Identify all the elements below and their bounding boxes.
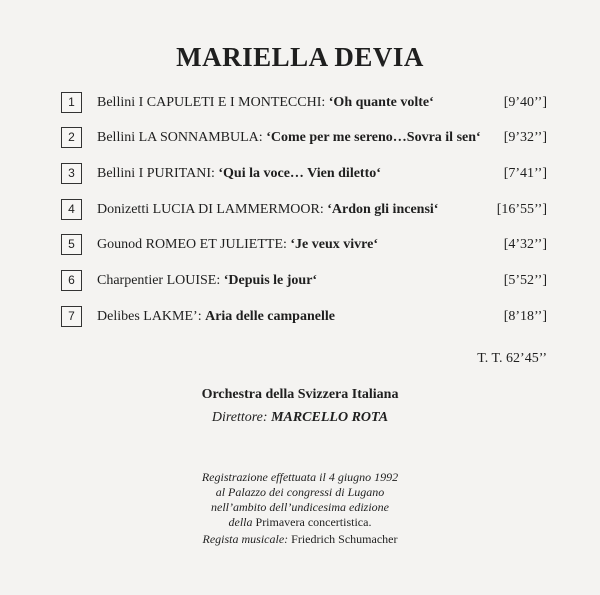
producer-name: Friedrich Schumacher (291, 532, 398, 546)
track-title (97, 95, 434, 111)
notes-line: Registrazione effettuata il 4 giugno 1992 (201, 470, 399, 484)
track-composer-work: Charpentier LOUISE: (97, 273, 221, 288)
track-title (97, 130, 481, 146)
track-duration: [9’32’’] (503, 130, 547, 145)
page-title: MARIELLA DEVIA (176, 42, 424, 72)
notes-line: nell’ambito dell’undicesima edizione (211, 500, 389, 514)
track-duration: [5’52’’] (503, 273, 547, 288)
track-number: 7 (61, 306, 82, 327)
track-duration: [8’18’’] (503, 309, 547, 324)
track-title (97, 237, 378, 253)
track-composer-work: Gounod ROMEO ET JULIETTE: (97, 237, 287, 252)
track-composer-work: Donizetti LUCIA DI LAMMERMOOR: (97, 202, 324, 217)
notes-line (0, 515, 600, 530)
track-aria: ‘Oh quante volte‘ (328, 95, 434, 110)
track-row (0, 306, 600, 328)
track-duration: [4’32’’] (503, 237, 547, 252)
track-title (97, 273, 317, 289)
track-composer-work: Bellini I CAPULETI E I MONTECCHI: (97, 95, 326, 110)
track-title (97, 166, 381, 182)
track-number: 3 (61, 163, 82, 184)
orchestra-credit: Orchestra della Svizzera Italiana (201, 387, 399, 402)
track-row (0, 127, 600, 149)
track-aria: ‘Come per me sereno…Sovra il sen‘ (266, 130, 481, 145)
track-number: 1 (61, 92, 82, 113)
recording-notes (0, 470, 600, 530)
track-duration: [16’55’’] (496, 202, 547, 217)
track-row (0, 163, 600, 185)
track-number: 2 (61, 127, 82, 148)
track-aria: ‘Qui la voce… Vien diletto‘ (218, 166, 381, 181)
total-time: T. T. 62’45’’ (477, 351, 547, 366)
conductor-name: MARCELLO ROTA (271, 410, 389, 425)
track-title (97, 309, 335, 325)
track-row (0, 270, 600, 292)
producer-label: Regista musicale: (202, 532, 289, 546)
track-number: 4 (61, 199, 82, 220)
track-aria: ‘Ardon gli incensi‘ (327, 202, 439, 217)
track-row (0, 199, 600, 221)
track-composer-work: Bellini I PURITANI: (97, 166, 215, 181)
conductor-label: Direttore: (211, 410, 268, 425)
producer-credit (0, 532, 600, 547)
conductor-credit (0, 410, 600, 426)
track-aria: ‘Je veux vivre‘ (290, 237, 378, 252)
track-number: 6 (61, 270, 82, 291)
track-duration: [9’40’’] (503, 95, 547, 110)
track-number: 5 (61, 234, 82, 255)
track-composer-work: Bellini LA SONNAMBULA: (97, 130, 263, 145)
track-composer-work: Delibes LAKME’: (97, 309, 202, 324)
notes-line-italic: della (228, 515, 253, 529)
notes-line: al Palazzo dei congressi di Lugano (215, 485, 385, 499)
track-aria: ‘Depuis le jour‘ (223, 273, 318, 288)
notes-line-upright: Primavera concertistica. (255, 515, 372, 529)
track-aria: Aria delle campanelle (205, 309, 335, 324)
track-row (0, 92, 600, 114)
track-title (97, 202, 438, 218)
track-duration: [7’41’’] (503, 166, 547, 181)
track-row (0, 234, 600, 256)
